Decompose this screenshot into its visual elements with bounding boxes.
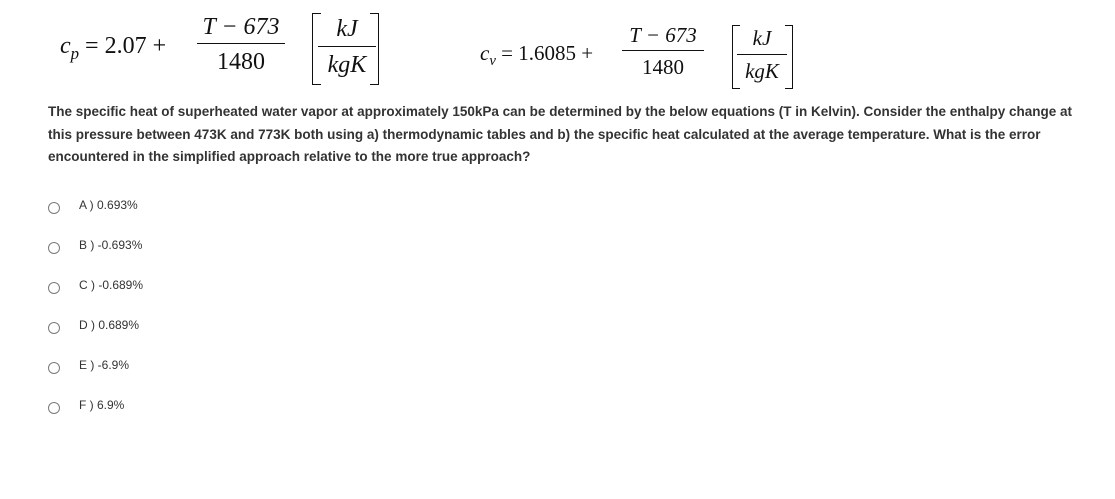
cp-unit-numerator: kJ: [336, 16, 358, 42]
option-f-label[interactable]: F ) 6.9%: [79, 398, 125, 412]
cp-subscript: p: [70, 43, 80, 63]
option-f[interactable]: [48, 395, 143, 435]
cp-symbol: c: [60, 33, 71, 59]
answer-options: [48, 195, 143, 435]
radio-button-d[interactable]: [48, 322, 60, 334]
option-d[interactable]: [48, 315, 143, 355]
radio-button-b[interactable]: [48, 242, 60, 254]
cv-lhs: [480, 41, 593, 70]
option-d-label[interactable]: D ) 0.689%: [79, 318, 140, 332]
cv-fraction: [622, 25, 704, 78]
option-a-label[interactable]: A ) 0.693%: [79, 198, 138, 212]
cv-numerator: T − 673: [629, 23, 697, 47]
option-b-label[interactable]: B ) -0.693%: [79, 238, 143, 252]
radio-button-a[interactable]: [48, 202, 60, 214]
question-text: The specific heat of superheated water vapor at approximately 150kPa can be determined by the below equations (T in Kelvin). Consider the enthalpy change at this pressure between 473K and 773K both using a) thermodynamic tables and b) the specific heat calculated at the average temperature. What is the error encountered in the simplified approach relative to the more true approach?: [48, 104, 1073, 164]
option-c-label[interactable]: C ) -0.689%: [79, 278, 144, 292]
cv-unit-numerator: kJ: [752, 26, 772, 50]
option-e-label[interactable]: E ) -6.9%: [79, 358, 130, 372]
cv-subscript: v: [489, 53, 496, 70]
cv-unit: [737, 28, 787, 82]
option-a[interactable]: [48, 195, 143, 235]
radio-button-c[interactable]: [48, 282, 60, 294]
cp-unit-denominator: kgK: [327, 52, 367, 78]
cp-constant: = 2.07 +: [79, 33, 167, 59]
radio-button-f[interactable]: [48, 402, 60, 414]
cp-numerator: T − 673: [202, 14, 280, 40]
option-e[interactable]: [48, 355, 143, 395]
cv-unit-denominator: kgK: [745, 59, 779, 83]
radio-button-e[interactable]: [48, 362, 60, 374]
option-c[interactable]: [48, 275, 143, 315]
cv-denominator: 1480: [642, 55, 684, 79]
cv-constant: = 1.6085 +: [495, 41, 594, 65]
cv-unit-right-bracket: [785, 25, 793, 89]
cv-symbol: c: [480, 41, 490, 65]
cp-denominator: 1480: [217, 49, 265, 75]
option-b[interactable]: [48, 235, 143, 275]
cv-equation: [0, 0, 1115, 95]
